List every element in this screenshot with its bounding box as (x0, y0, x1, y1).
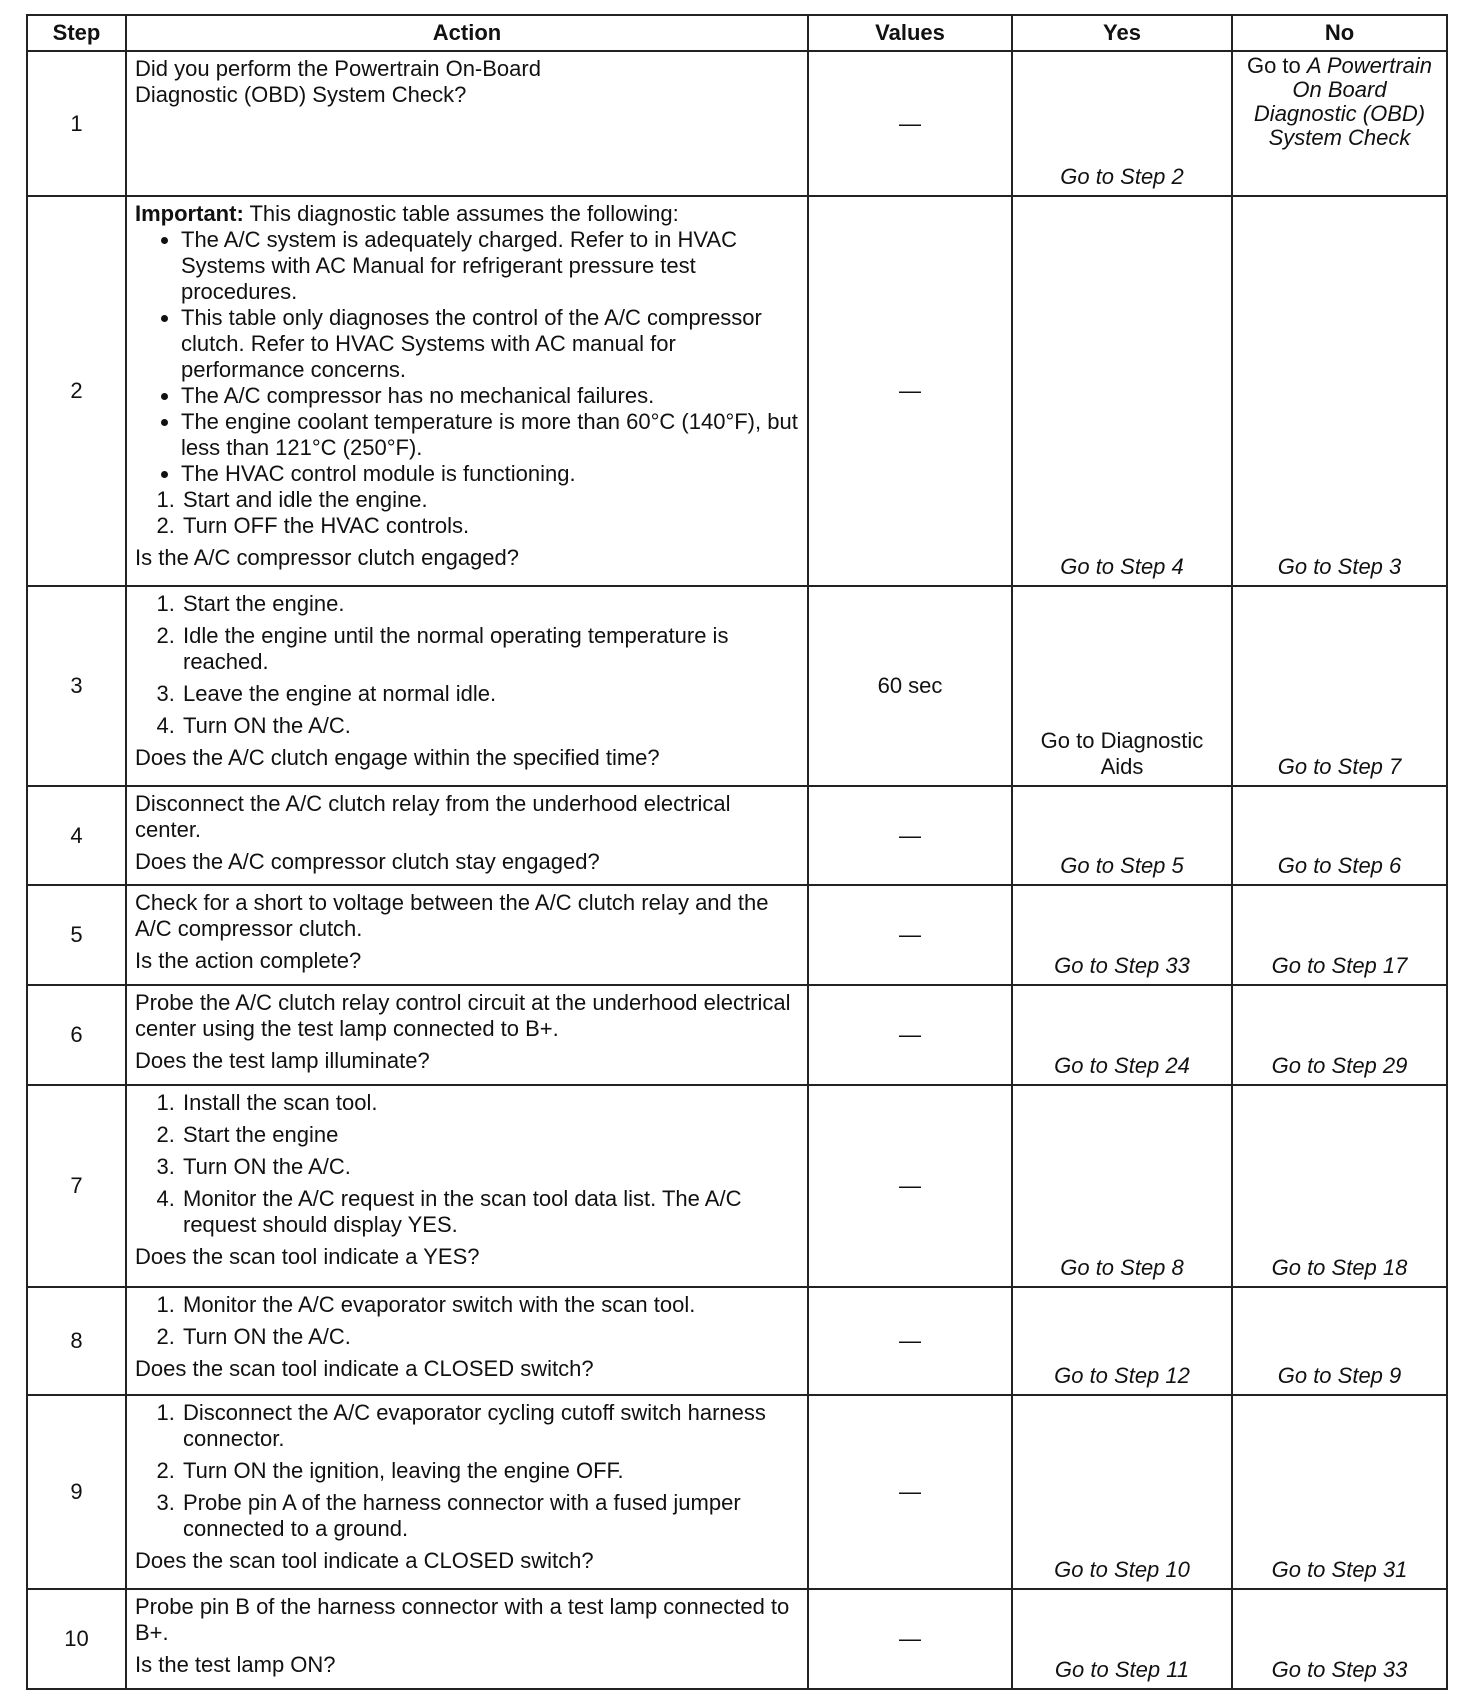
no-cell: Go to Step 6 (1232, 786, 1447, 885)
yes-cell: Go to Step 2 (1012, 51, 1232, 196)
list-item: • The A/C compressor has no mechanical failures. (181, 383, 799, 409)
procedure-list (135, 1400, 799, 1542)
list-item: 1. Disconnect the A/C evaporator cycling cutoff switch harness connector. (181, 1400, 799, 1452)
header-action: Action (126, 15, 808, 51)
list-item: 2. Turn OFF the HVAC controls. (181, 513, 799, 539)
action-question: Does the scan tool indicate a CLOSED switch? (135, 1355, 594, 1381)
no-cell: Go to Step 33 (1232, 1589, 1447, 1689)
no-cell: Go to Step 7 (1232, 586, 1447, 786)
values-cell: — (808, 1085, 1012, 1286)
important-text: This diagnostic table assumes the following: (249, 201, 679, 226)
step-number: 6 (27, 985, 126, 1085)
action-cell (126, 1287, 808, 1395)
action-question: Does the A/C clutch engage within the specified time? (135, 745, 660, 771)
procedure-list (135, 591, 799, 739)
list-item: 1. Monitor the A/C evaporator switch with the scan tool. (181, 1292, 799, 1318)
action-intro: Probe pin B of the harness connector with a test lamp connected to B+. (135, 1593, 790, 1645)
diagnostic-table (26, 14, 1448, 1690)
yes-cell: Go to Step 8 (1012, 1085, 1232, 1286)
list-item: 1. Start and idle the engine. (181, 487, 799, 513)
list-item: 2. Start the engine (181, 1122, 799, 1148)
table-row (27, 985, 1447, 1085)
action-question: Is the test lamp ON? (135, 1651, 336, 1677)
list-item: 2. Turn ON the A/C. (181, 1324, 799, 1350)
table-row (27, 885, 1447, 985)
table-row (27, 196, 1447, 586)
list-item: 1. Install the scan tool. (181, 1090, 799, 1116)
table-row (27, 1085, 1447, 1286)
list-item: 3. Probe pin A of the harness connector with a fused jumper connected to a ground. (181, 1490, 799, 1542)
list-item: • The A/C system is adequately charged. Refer to in HVAC Systems with AC Manual for refrigerant pressure test procedures. (181, 227, 799, 305)
table-row (27, 1287, 1447, 1395)
table-row (27, 786, 1447, 885)
list-item: 2. Turn ON the ignition, leaving the engine OFF. (181, 1458, 799, 1484)
action-cell (126, 985, 808, 1085)
values-cell: — (808, 1287, 1012, 1395)
values-cell: — (808, 1589, 1012, 1689)
step-number: 3 (27, 586, 126, 786)
action-intro: Check for a short to voltage between the A/C clutch relay and the A/C compressor clutch. (135, 890, 769, 942)
values-cell: — (808, 885, 1012, 985)
action-cell (126, 1085, 808, 1286)
step-number: 1 (27, 51, 126, 196)
step-number: 5 (27, 885, 126, 985)
list-item: • The HVAC control module is functioning. (181, 461, 799, 487)
values-cell: — (808, 985, 1012, 1085)
assumption-list (135, 227, 799, 487)
no-cell: Go to Step 17 (1232, 885, 1447, 985)
step-number: 8 (27, 1287, 126, 1395)
action-cell (126, 586, 808, 786)
action-cell (126, 1395, 808, 1589)
procedure-list (135, 487, 799, 539)
no-cell: Go to Step 3 (1232, 196, 1447, 586)
step-number: 9 (27, 1395, 126, 1589)
yes-cell: Go to Step 11 (1012, 1589, 1232, 1689)
yes-cell: Go to Step 10 (1012, 1395, 1232, 1589)
action-question: Does the A/C compressor clutch stay engaged? (135, 849, 600, 875)
yes-cell: Go to Step 5 (1012, 786, 1232, 885)
no-target: A Powertrain On Board Diagnostic (OBD) System Check (1253, 53, 1433, 150)
action-intro: Probe the A/C clutch relay control circuit at the underhood electrical center using the test lamp connected to B+. (135, 990, 791, 1042)
step-number: 7 (27, 1085, 126, 1286)
yes-cell: Go to Step 12 (1012, 1287, 1232, 1395)
step-number: 4 (27, 786, 126, 885)
action-cell (126, 786, 808, 885)
action-question: Does the test lamp illuminate? (135, 1048, 430, 1074)
step-number: 10 (27, 1589, 126, 1689)
action-cell (126, 1589, 808, 1689)
list-item: • This table only diagnoses the control of the A/C compressor clutch. Refer to HVAC Systems with AC manual for performance concerns. (181, 305, 799, 383)
header-step: Step (27, 15, 126, 51)
step-number: 2 (27, 196, 126, 586)
values-cell: — (808, 51, 1012, 196)
values-cell: — (808, 196, 1012, 586)
procedure-list (135, 1292, 799, 1350)
action-question: Is the A/C compressor clutch engaged? (135, 545, 519, 570)
table-row (27, 586, 1447, 786)
no-cell (1232, 51, 1447, 196)
no-cell: Go to Step 18 (1232, 1085, 1447, 1286)
values-cell: 60 sec (808, 586, 1012, 786)
header-no: No (1232, 15, 1447, 51)
action-question: Does the scan tool indicate a YES? (135, 1244, 480, 1270)
header-values: Values (808, 15, 1012, 51)
list-item: • The engine coolant temperature is more than 60°C (140°F), but less than 121°C (250°F). (181, 409, 799, 461)
action-intro: Disconnect the A/C clutch relay from the underhood electrical center. (135, 791, 731, 843)
list-item: 2. Idle the engine until the normal operating temperature is reached. (181, 623, 799, 675)
no-cell: Go to Step 9 (1232, 1287, 1447, 1395)
list-item: 4. Turn ON the A/C. (181, 713, 799, 739)
important-label: Important: (135, 201, 244, 226)
list-item: 4. Monitor the A/C request in the scan tool data list. The A/C request should display YES. (181, 1186, 799, 1238)
action-question: Does the scan tool indicate a CLOSED switch? (135, 1547, 594, 1573)
yes-cell: Go to Step 33 (1012, 885, 1232, 985)
yes-cell: Go to Step 4 (1012, 196, 1232, 586)
action-cell (126, 885, 808, 985)
header-yes: Yes (1012, 15, 1232, 51)
action-intro: Did you perform the Powertrain On-Board Diagnostic (OBD) System Check? (135, 56, 541, 107)
no-cell: Go to Step 31 (1232, 1395, 1447, 1589)
action-question: Is the action complete? (135, 948, 362, 974)
table-row (27, 1589, 1447, 1689)
table-row (27, 51, 1447, 196)
table-row (27, 1395, 1447, 1589)
procedure-list (135, 1090, 799, 1238)
list-item: 1. Start the engine. (181, 591, 799, 617)
action-cell (126, 51, 808, 196)
important-note (135, 201, 799, 227)
yes-cell: Go to Diagnostic Aids (1012, 586, 1232, 786)
no-prefix: Go to (1246, 53, 1301, 78)
yes-cell: Go to Step 24 (1012, 985, 1232, 1085)
no-cell: Go to Step 29 (1232, 985, 1447, 1085)
header-row (27, 15, 1447, 51)
values-cell: — (808, 786, 1012, 885)
list-item: 3. Turn ON the A/C. (181, 1154, 799, 1180)
list-item: 3. Leave the engine at normal idle. (181, 681, 799, 707)
action-cell (126, 196, 808, 586)
values-cell: — (808, 1395, 1012, 1589)
